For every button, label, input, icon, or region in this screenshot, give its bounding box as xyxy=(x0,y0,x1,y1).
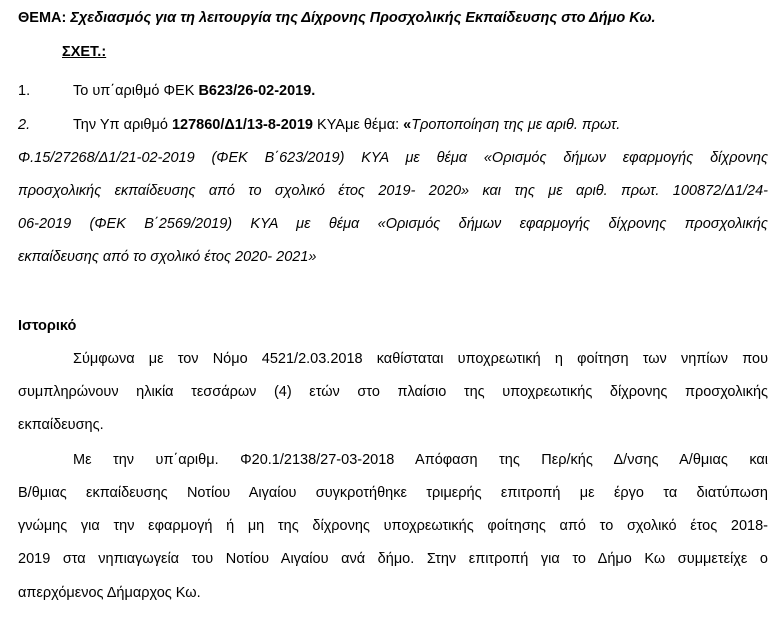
subject-label: ΘΕΜΑ: xyxy=(18,10,67,26)
history-paragraph-2-line-4: 2019 στα νηπιαγωγεία του Νοτίου Αιγαίου ανά δήμο. Στην επιτροπή για το Δήμο Κω συμμετείχε ο xyxy=(18,551,768,567)
reference-2-line-1: Τροποποίηση της με αριθ. πρωτ. xyxy=(411,117,621,133)
history-paragraph-1-line-3: εκπαίδευσης. xyxy=(18,417,104,433)
reference-2-line-3: προσχολικής εκπαίδευσης από το σχολικό έτος 2019- 2020» και της με αριθ. πρωτ. 100872/Δ1/24- xyxy=(18,183,768,199)
history-paragraph-1-line-1: Σύμφωνα με τον Νόμο 4521/2.03.2018 καθίσταται υποχρεωτική η φοίτηση των νηπίων που xyxy=(73,351,768,367)
reference-2-middle: ΚΥΑμε θέμα: xyxy=(313,117,404,133)
history-paragraph-2-line-1: Με την υπ΄αριθμ. Φ20.1/2138/27-03-2018 Απόφαση της Περ/κής Δ/νσης Α/θμιας και xyxy=(73,452,768,468)
reference-2-quote-open: « xyxy=(403,117,412,133)
reference-heading: ΣΧΕΤ.: xyxy=(62,44,107,60)
reference-2-first-line xyxy=(73,115,620,135)
history-paragraph-2-line-2: Β/θμιας εκπαίδευσης Νοτίου Αιγαίου συγκροτήθηκε τριμερής επιτροπή με έργο τα διατύπωση xyxy=(18,485,768,501)
reference-2-line-4: 06-2019 (ΦΕΚ Β΄2569/2019) ΚΥΑ με θέμα «Ορισμός δήμων εφαρμογής δίχρονης προσχολικής xyxy=(18,216,768,232)
reference-2-decision-number: 127860/Δ1/13-8-2019 xyxy=(171,117,313,133)
reference-1-prefix: Το υπ΄αριθμό ΦΕΚ xyxy=(73,83,199,99)
reference-2-number: 2. xyxy=(18,117,31,133)
reference-1-number: 1. xyxy=(18,83,31,99)
history-paragraph-2-line-3: γνώμης για την εφαρμογή ή μη της δίχρονης υποχρεωτικής φοίτησης από το σχολικό έτος 2018- xyxy=(18,518,768,534)
subject-text: Σχεδιασμός για τη λειτουργία της Δίχρονης Προσχολικής Εκπαίδευσης στο Δήμο Κω. xyxy=(66,10,656,26)
reference-1-gazette: Β623/26-02-2019. xyxy=(198,83,316,99)
reference-1-text xyxy=(73,81,315,101)
subject-line xyxy=(18,8,656,28)
history-paragraph-1-line-2: συμπληρώνουν ηλικία τεσσάρων (4) ετών στο πλαίσιο της υποχρεωτικής δίχρονης προσχολικής xyxy=(18,384,768,400)
reference-2-line-5: εκπαίδευσης από το σχολικό έτος 2020- 2021» xyxy=(18,249,317,265)
reference-2-line-2: Φ.15/27268/Δ1/21-02-2019 (ΦΕΚ Β΄623/2019) ΚΥΑ με θέμα «Ορισμός δήμων εφαρμογής δίχρονης xyxy=(18,150,768,166)
history-paragraph-2-line-5: απερχόμενος Δήμαρχος Κω. xyxy=(18,585,201,601)
reference-2-prefix: Την Υπ αριθμό xyxy=(73,117,172,133)
history-heading: Ιστορικό xyxy=(18,318,77,334)
